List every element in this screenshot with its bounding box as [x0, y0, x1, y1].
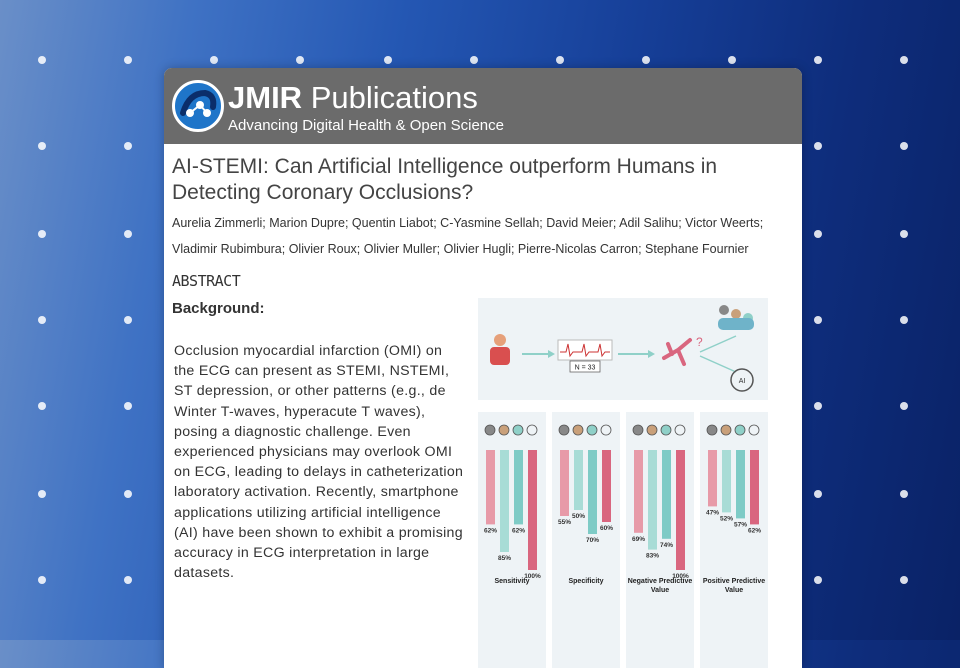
background-dot — [470, 56, 478, 64]
background-dot — [728, 56, 736, 64]
bar-value-label: 83% — [645, 552, 660, 560]
bar-value-label: 100% — [524, 573, 541, 580]
bar — [648, 450, 657, 550]
bar-value-label: 60% — [599, 525, 614, 532]
abstract-heading: ABSTRACT — [172, 272, 241, 290]
ai-label: AI — [738, 378, 746, 385]
bar-value-label: 52% — [719, 515, 734, 523]
background-dot — [814, 576, 822, 584]
graphical-abstract-svg — [478, 298, 768, 668]
background-text: Occlusion myocardial infarction (OMI) on the ECG can present as STEMI, NSTEMI, ST depression, or other patterns (e.g., de Winter T-waves, hyperacute T waves), posing a diagnostic challenge. Even experienced physicians may overlook OMI on ECG, leading to delays in catheterization laboratory activation. Recently, smartphone applications utilizing artificial intelligence (AI) have been shown to exhibit a promising accuracy in ECG interpretation in large datasets. — [174, 343, 464, 582]
category-label: Value — [724, 587, 744, 594]
physician-icon — [485, 425, 495, 435]
background-dot — [814, 230, 822, 238]
background-dot — [814, 402, 822, 410]
category-label: Positive Predictive — [702, 578, 766, 585]
physician-icon — [499, 425, 509, 435]
bar-value-label: 69% — [631, 535, 646, 543]
physician-icon — [633, 425, 643, 435]
physician-icon — [721, 425, 731, 435]
author-line: Aurelia Zimmerli; Marion Dupre; Quentin Liabot; C-Yasmine Sellah; David Meier; Adil Salihu; Victor Weerts; — [172, 216, 764, 230]
bar-value-label: 50% — [571, 513, 586, 520]
background-dot — [900, 230, 908, 238]
physician-icon — [587, 425, 597, 435]
paper-card — [164, 68, 802, 668]
bar-value-label: 74% — [659, 541, 674, 549]
metric-panels — [478, 412, 768, 668]
graphical-abstract — [478, 298, 768, 668]
background-dot — [124, 142, 132, 150]
background-dot — [124, 490, 132, 498]
category-label: Negative Predictive — [627, 578, 693, 585]
background-dot — [556, 56, 564, 64]
bar — [514, 450, 523, 524]
background-dot — [124, 56, 132, 64]
background-dot — [814, 56, 822, 64]
bar — [676, 450, 685, 570]
bar — [708, 450, 717, 506]
physician-icon — [513, 425, 523, 435]
background-dot — [900, 576, 908, 584]
background-dot — [814, 316, 822, 324]
category-label: Specificity — [568, 578, 604, 585]
bar — [486, 450, 495, 524]
bar-value-label: 70% — [585, 537, 600, 544]
background-dot — [38, 142, 46, 150]
journal-header — [164, 68, 802, 144]
background-dot — [900, 316, 908, 324]
background-dot — [124, 402, 132, 410]
background-dot — [124, 576, 132, 584]
category-label: Value — [650, 587, 670, 594]
bar — [500, 450, 509, 552]
background-dot — [38, 402, 46, 410]
journal-name-bold: JMIR — [228, 80, 303, 115]
background-dot — [384, 56, 392, 64]
bar — [736, 450, 745, 518]
background-dot — [38, 230, 46, 238]
author-line: Vladimir Rubimbura; Olivier Roux; Olivier Muller; Olivier Hugli; Pierre-Nicolas Carron; Stephane Fournier — [172, 242, 749, 256]
bar — [722, 450, 731, 512]
bar — [560, 450, 569, 516]
background-dot — [900, 142, 908, 150]
background-dot — [124, 230, 132, 238]
journal-tagline: Advancing Digital Health & Open Science — [228, 117, 504, 134]
background-dot — [38, 576, 46, 584]
sample-size-label: N = 33 — [574, 364, 596, 372]
physician-icon — [559, 425, 569, 435]
category-label: Sensitivity — [494, 578, 530, 585]
question-mark: ? — [696, 335, 703, 349]
background-dot — [900, 402, 908, 410]
bar-value-label: 100% — [672, 573, 689, 580]
physician-icon — [735, 425, 745, 435]
bar — [634, 450, 643, 533]
background-dot — [900, 56, 908, 64]
background-heading: Background: — [172, 300, 265, 317]
background-dot — [814, 142, 822, 150]
bar — [662, 450, 671, 539]
bar — [588, 450, 597, 534]
author-list — [172, 210, 792, 262]
bar-value-label: 85% — [497, 555, 512, 562]
journal-name — [228, 82, 478, 114]
background-dot — [900, 490, 908, 498]
bar-value-label: 62% — [511, 527, 526, 535]
background-dot — [210, 56, 218, 64]
bar — [750, 450, 759, 524]
background-dot — [124, 316, 132, 324]
background-dot — [642, 56, 650, 64]
physician-icon — [647, 425, 657, 435]
physician-icon — [573, 425, 583, 435]
background-dot — [296, 56, 304, 64]
physician-icon — [661, 425, 671, 435]
bar-value-label: 55% — [557, 519, 572, 526]
background-dot — [38, 316, 46, 324]
bar-value-label: 47% — [705, 509, 720, 517]
background-dot — [38, 490, 46, 498]
background-dot — [38, 56, 46, 64]
journal-name-rest: Publications — [302, 80, 478, 115]
bar — [574, 450, 583, 510]
bar-value-label: 57% — [733, 521, 748, 529]
bar — [602, 450, 611, 522]
bar-value-label: 62% — [747, 527, 762, 535]
bar-value-label: 62% — [483, 527, 498, 535]
physician-icon — [707, 425, 717, 435]
bar — [528, 450, 537, 570]
jmir-logo-icon — [172, 80, 224, 132]
paper-title: AI-STEMI: Can Artificial Intelligence outperform Humans in Detecting Coronary Occlusions? — [172, 155, 718, 204]
background-dot — [814, 490, 822, 498]
